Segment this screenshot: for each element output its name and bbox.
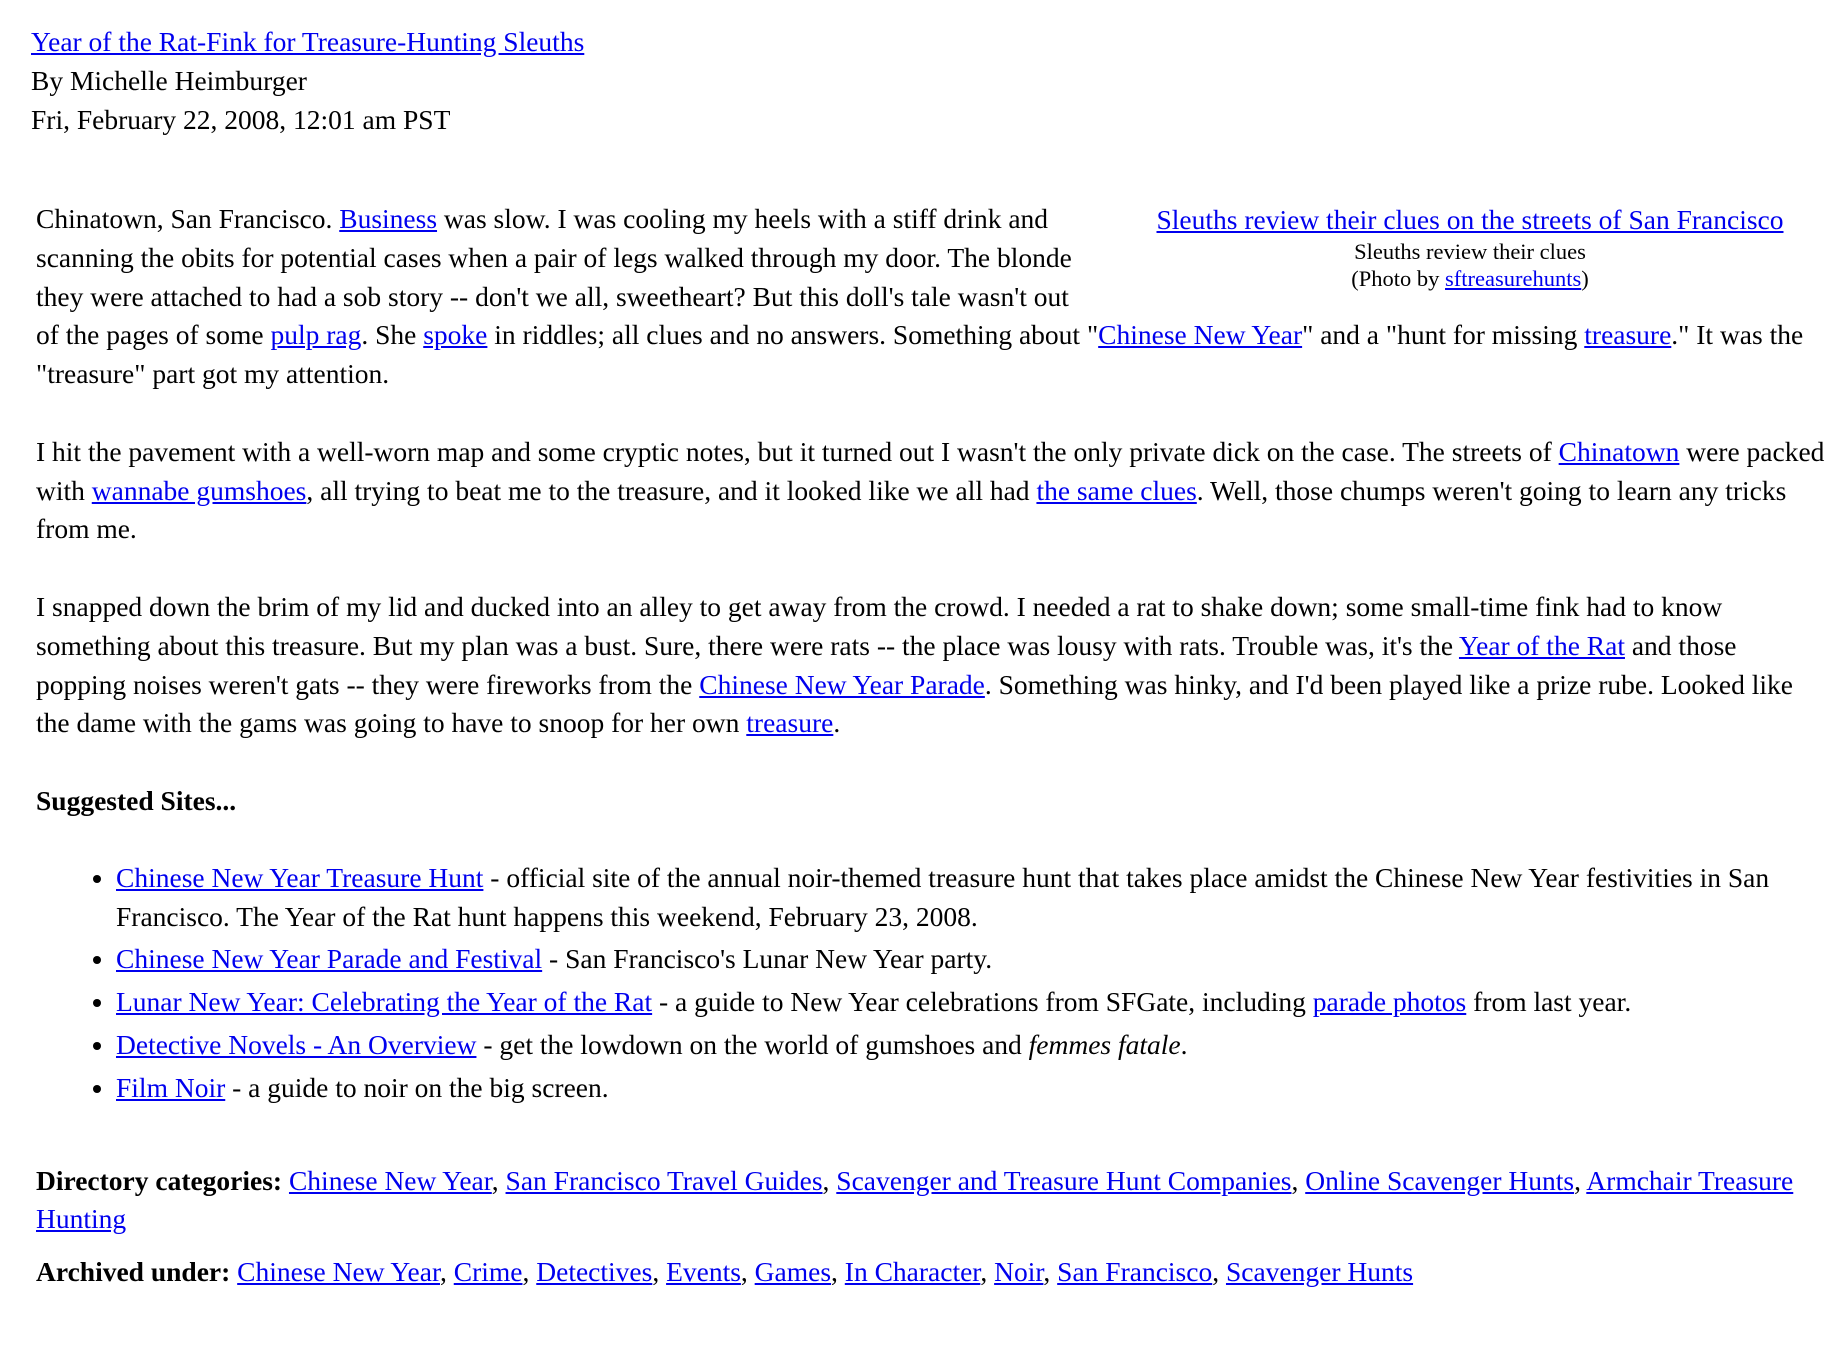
photo-figure [1100, 202, 1834, 292]
inline-link[interactable]: treasure [746, 707, 834, 739]
inline-link[interactable]: Year of the Rat [1458, 629, 1625, 661]
archive-tag-link[interactable]: Chinese New Year [237, 1256, 440, 1288]
text-segment: I snapped down the brim of my lid and ducked into an alley to get away from the crowd. I needed a rat to shake down; some small-time fink had to know something about this treasure. But my plan was a bust. Sure, there were rats -- the place was lousy with rats. Trouble was, it's the [36, 590, 1723, 661]
inline-link[interactable]: treasure [1584, 319, 1672, 351]
photo-credit-link[interactable]: sftreasurehunts [1445, 266, 1582, 291]
text-segment: " and a "hunt for missing [1302, 319, 1585, 351]
suggested-site-item [116, 983, 1826, 1022]
directory-category-link[interactable]: Scavenger and Treasure Hunt Companies [836, 1164, 1292, 1196]
text-segment: . [1180, 1028, 1188, 1060]
text-segment: - a guide to noir on the big screen. [225, 1071, 609, 1103]
inline-link[interactable]: wannabe gumshoes [91, 474, 307, 506]
archived-label: Archived under: [36, 1256, 231, 1288]
photo-credit-prefix: (Photo by [1351, 266, 1446, 291]
inline-link[interactable]: Detective Novels - An Overview [116, 1028, 477, 1060]
text-segment: . Something was hinky, and I'd been played like a prize rube. Looked like the dame with the gams was going to have to snoop for her own [36, 668, 1793, 739]
text-segment: , all trying to beat me to the treasure, and it looked like we all had [306, 474, 1037, 506]
inline-link[interactable]: pulp rag [270, 319, 362, 351]
text-segment: - official site of the annual noir-themed treasure hunt that takes place amidst the Chinese New Year festivities in San Francisco. The Year of the Rat hunt happens this weekend, February 23, 2008. [116, 861, 1770, 932]
byline: By Michelle Heimburger [31, 65, 307, 96]
text-segment: from last year. [1466, 986, 1632, 1018]
inline-link[interactable]: Chinese New Year Parade [699, 668, 985, 700]
caption-text: Sleuths review their clues [1354, 239, 1586, 264]
text-segment: in riddles; all clues and no answers. Something about " [487, 319, 1099, 351]
directory-category-link[interactable]: Armchair Treasure Hunting [36, 1164, 1794, 1235]
suggested-site-item [116, 1026, 1826, 1065]
directory-label: Directory categories: [36, 1164, 283, 1196]
text-segment: - San Francisco's Lunar New Year party. [542, 943, 993, 975]
inline-link[interactable]: Chinatown [1558, 435, 1680, 467]
inline-link[interactable]: Lunar New Year: Celebrating the Year of the Rat [116, 986, 653, 1018]
archive-tag-link[interactable]: Events [666, 1256, 741, 1288]
text-segment: - get the lowdown on the world of gumshoes and [476, 1028, 1029, 1060]
inline-link[interactable]: Chinese New Year Parade and Festival [116, 943, 543, 975]
archive-tag-link[interactable]: San Francisco [1057, 1256, 1213, 1288]
text-segment: ." It was the "treasure" part got my attention. [36, 319, 1804, 390]
directory-category-link[interactable]: Online Scavenger Hunts [1305, 1164, 1575, 1196]
text-segment: I hit the pavement with a well-worn map and some cryptic notes, but it turned out I wasn't the only private dick on the case. The streets of [36, 435, 1559, 467]
inline-link[interactable]: Chinese New Year [1098, 319, 1303, 351]
archive-tag-link[interactable]: Noir [994, 1256, 1044, 1288]
suggested-site-item [116, 1069, 1826, 1108]
inline-link[interactable]: Chinese New Year Treasure Hunt [116, 861, 484, 893]
archive-tag-link[interactable]: Games [754, 1256, 832, 1288]
suggested-site-item [116, 940, 1826, 979]
archived-under: Archived under: Chinese New Year, Crime, Detectives, Events, Games, In Character, Noir, San Francisco, Scavenger Hunts [36, 1256, 1414, 1288]
article-header [31, 22, 584, 139]
inline-link[interactable]: parade photos [1312, 986, 1467, 1018]
suggested-sites-list [36, 859, 1826, 1108]
archive-tag-link[interactable]: In Character [844, 1256, 981, 1288]
inline-link[interactable]: Business [339, 203, 438, 234]
text-segment: and those popping noises weren't gats -- they were fireworks from the [36, 629, 1737, 700]
article-title-link[interactable]: Year of the Rat-Fink for Treasure-Hunting Sleuths [31, 26, 585, 57]
paragraph [36, 433, 1826, 549]
inline-link[interactable]: the same clues [1036, 474, 1197, 506]
suggested-sites-heading: Suggested Sites... [36, 784, 237, 816]
text-segment: . [833, 707, 841, 739]
paragraph [36, 588, 1826, 743]
directory-category-link[interactable]: San Francisco Travel Guides [505, 1164, 823, 1196]
text-segment: . She [361, 319, 424, 351]
text-segment: Chinatown, San Francisco. [36, 203, 340, 234]
photo-caption [1100, 238, 1834, 292]
archive-tag-link[interactable]: Crime [453, 1256, 523, 1288]
text-segment: - a guide to New Year celebrations from SFGate, including [652, 986, 1313, 1018]
inline-link[interactable]: spoke [423, 319, 488, 351]
inline-link[interactable]: Film Noir [116, 1071, 226, 1103]
archive-tag-link[interactable]: Detectives [536, 1256, 653, 1288]
text-segment: were packed with [36, 435, 1825, 506]
article-body [36, 200, 1826, 1292]
text-segment: . Well, those chumps weren't going to learn any tricks from me. [36, 474, 1787, 545]
photo-credit-suffix: ) [1581, 266, 1589, 291]
publish-date: Fri, February 22, 2008, 12:01 am PST [31, 104, 451, 135]
directory-categories: Directory categories: Chinese New Year, San Francisco Travel Guides, Scavenger and Treasure Hunt Companies, Online Scavenger Hunts, Armchair Treasure Hunting [36, 1164, 1794, 1235]
archive-tag-link[interactable]: Scavenger Hunts [1225, 1256, 1414, 1288]
suggested-site-item [116, 859, 1826, 937]
photo-link[interactable]: Sleuths review their clues on the streets of San Francisco [1156, 204, 1784, 235]
directory-category-link[interactable]: Chinese New Year [288, 1164, 492, 1196]
emphasis-text: femmes fatale [1028, 1028, 1181, 1060]
text-segment: was slow. I was cooling my heels with a stiff drink and scanning the obits for potential cases when a pair of legs walked through my door. The blonde they were attached to had a sob story -- don't we all, sweetheart? But this doll's tale wasn't out of the pages of some [36, 203, 1072, 351]
